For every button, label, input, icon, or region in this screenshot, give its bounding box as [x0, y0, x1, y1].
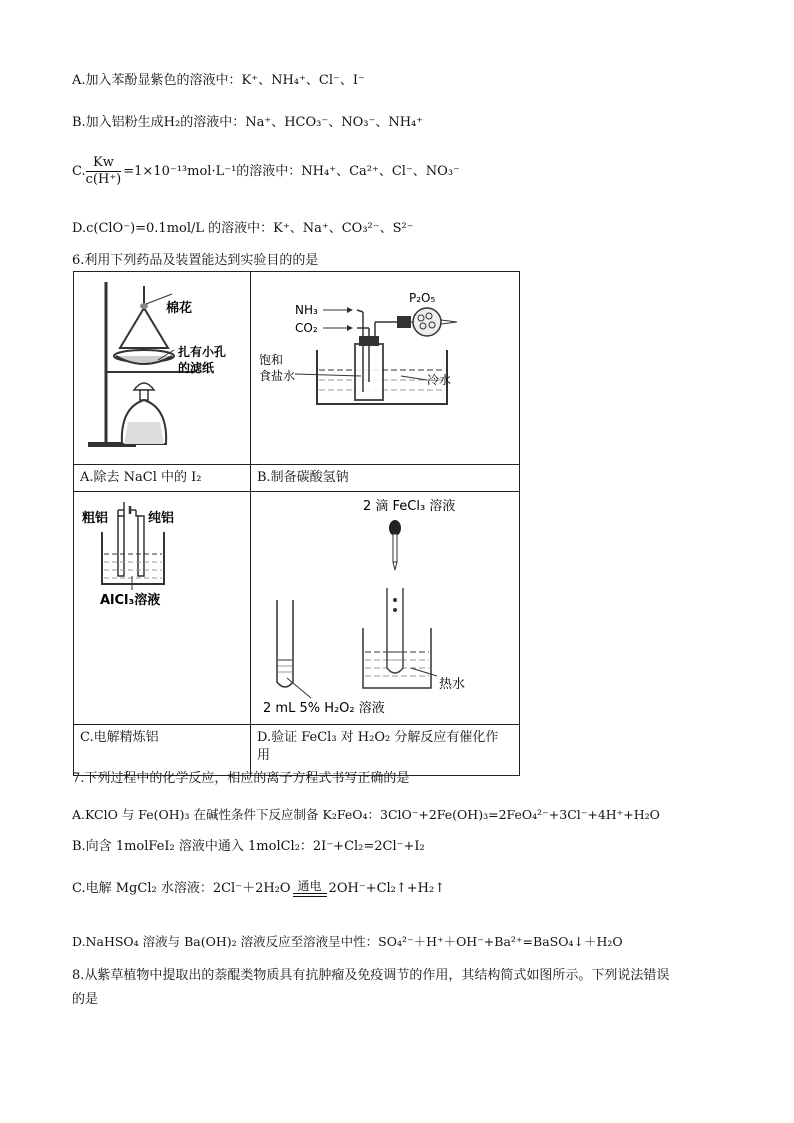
fig-d-cell	[251, 492, 520, 725]
fraction-numerator: Kw	[86, 155, 122, 172]
catalysis-test-icon	[251, 492, 519, 720]
q7-option-c[interactable]	[72, 880, 445, 898]
alcl3-solution-label: AlCl₃溶液	[100, 593, 161, 608]
h2o2-label: 2 mL 5% H₂O₂ 溶液	[263, 701, 385, 716]
double-arrow-line	[293, 893, 327, 897]
filter-paper-label-2: 的滤纸	[178, 361, 215, 375]
q7-option-c-suffix: 2OH⁻+Cl₂↑+H₂↑	[328, 881, 446, 896]
q5-option-b[interactable]: B.加入铝粉生成H₂的溶液中：Na⁺、HCO₃⁻、NO₃⁻、NH₄⁺	[72, 115, 424, 130]
sublimation-apparatus-icon	[74, 272, 250, 460]
fig-a-cell	[74, 272, 251, 465]
nh3-label: NH₃	[295, 303, 318, 317]
q5-option-c-rest: =1×10⁻¹³mol·L⁻¹的溶液中：NH₄⁺、Ca²⁺、Cl⁻、NO₃⁻	[123, 164, 460, 179]
fig-d-caption-line-1: D.验证 FeCl₃ 对 H₂O₂ 分解反应有催化作	[257, 730, 499, 745]
q7-option-c-prefix: C.电解 MgCl₂ 水溶液：2Cl⁻＋2H₂O	[72, 881, 291, 896]
pure-aluminum-label: 纯铝	[148, 511, 175, 526]
kw-fraction	[86, 155, 122, 188]
fig-b-cell	[251, 272, 520, 465]
electrolysis-condition-label: 通电	[297, 879, 322, 893]
co2-label: CO₂	[295, 321, 318, 335]
filter-paper-label-1: 扎有小孔	[178, 345, 227, 359]
fig-d-caption-line-2: 用	[257, 748, 271, 763]
q7-option-a[interactable]: A.KClO 与 Fe(OH)₃ 在碱性条件下反应制备 K₂FeO₄：3ClO⁻+2Fe(OH)₃=2FeO₄²⁻+3Cl⁻+4H⁺+H₂O	[72, 807, 660, 822]
fig-c-caption: C.电解精炼铝	[74, 725, 251, 776]
fraction-denominator: c(H⁺)	[85, 172, 122, 187]
fig-c-cell	[74, 492, 251, 725]
fig-a-caption: A.除去 NaCl 中的 I₂	[74, 465, 251, 492]
p2o5-label: P₂O₅	[409, 291, 436, 305]
hot-water-label: 热水	[439, 677, 466, 692]
q5-option-c-prefix: C.	[72, 164, 86, 179]
electrolysis-cell-icon	[74, 492, 250, 720]
q6-stem: 6.利用下列药品及装置能达到实验目的的是	[72, 253, 319, 268]
cotton-label: 棉花	[166, 301, 193, 316]
fecl3-drops-label: 2 滴 FeCl₃ 溶液	[363, 499, 456, 514]
q5-option-c[interactable]	[72, 155, 460, 188]
brine-label-2: 食盐水	[259, 369, 296, 383]
fig-d-caption	[251, 725, 520, 776]
q5-option-d[interactable]: D.c(ClO⁻)=0.1mol/L 的溶液中：K⁺、Na⁺、CO₃²⁻、S²⁻	[72, 221, 414, 236]
q8-stem-line-2: 的是	[72, 992, 99, 1007]
cold-water-label: 冷水	[427, 373, 452, 387]
sodium-bicarbonate-apparatus-icon	[251, 272, 519, 460]
q7-option-d[interactable]: D.NaHSO₄ 溶液与 Ba(OH)₂ 溶液反应至溶液呈中性：SO₄²⁻＋H⁺＋OH⁻+Ba²⁺=BaSO₄↓＋H₂O	[72, 934, 623, 949]
crude-aluminum-label: 粗铝	[82, 511, 109, 526]
q7-option-b[interactable]: B.向含 1molFeI₂ 溶液中通入 1molCl₂：2I⁻+Cl₂=2Cl⁻+I₂	[72, 839, 425, 854]
brine-label-1: 饱和	[259, 353, 284, 367]
q6-figure-table	[73, 271, 520, 776]
fig-b-caption: B.制备碳酸氢钠	[251, 465, 520, 492]
q8-stem-line-1: 8.从紫草植物中提取出的萘醌类物质具有抗肿瘤及免疫调节的作用，其结构简式如图所示。下列说法错误	[72, 968, 670, 983]
q5-option-a[interactable]: A.加入苯酚显紫色的溶液中：K⁺、NH₄⁺、Cl⁻、I⁻	[72, 73, 365, 88]
electrolysis-condition	[293, 880, 327, 897]
q7-stem: 7.下列过程中的化学反应，相应的离子方程式书写正确的是	[72, 771, 410, 786]
